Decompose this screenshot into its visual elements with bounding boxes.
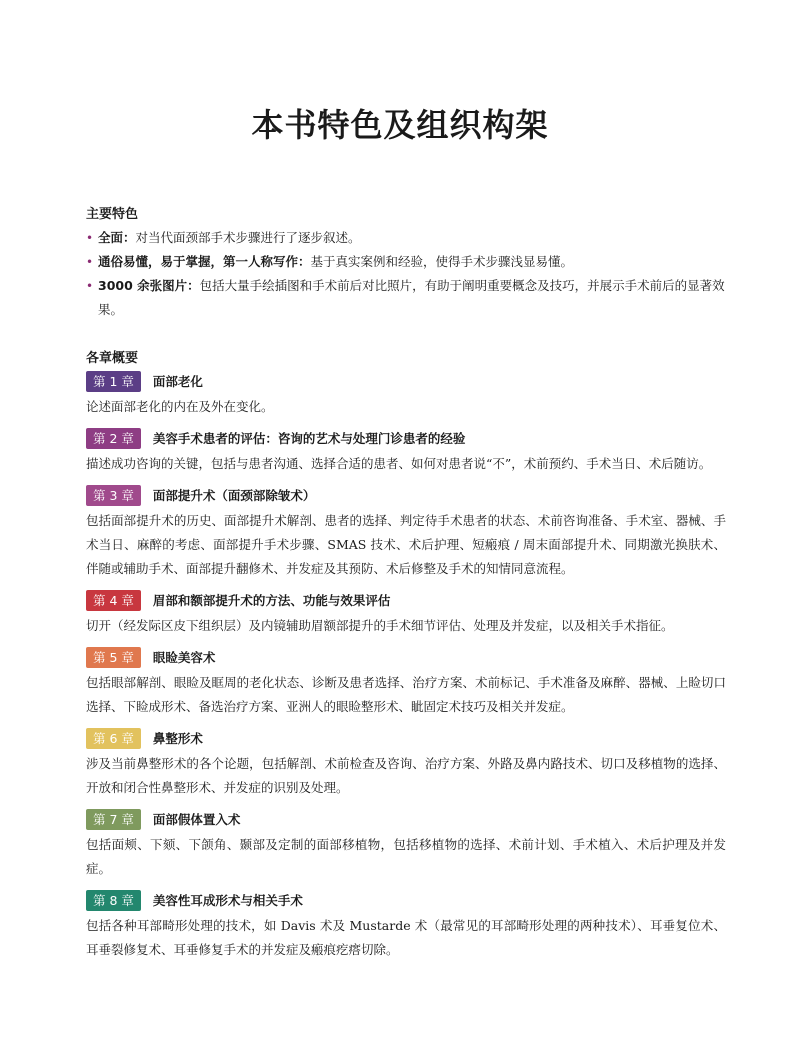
chapter-summary bbox=[86, 646, 726, 719]
chapter-summary bbox=[86, 889, 726, 962]
chapter-summary bbox=[86, 427, 726, 476]
chapter-title: 眼睑美容术 bbox=[152, 650, 216, 665]
chapter-description: 切开（经发际区皮下组织层）及内镜辅助眉额部提升的手术细节评估、处理及并发症，以及相关手术指征。 bbox=[86, 618, 674, 633]
chapter-badge: 第 6 章 bbox=[86, 728, 141, 749]
chapter-title: 美容手术患者的评估：咨询的艺术与处理门诊患者的经验 bbox=[152, 431, 466, 446]
chapter-description: 包括面颊、下颏、下颌角、颞部及定制的面部移植物，包括移植物的选择、术前计划、手术植入、术后护理及并发症。 bbox=[86, 837, 726, 876]
chapters-list bbox=[86, 370, 726, 962]
chapter-description: 包括眼部解剖、眼睑及眶周的老化状态、诊断及患者选择、治疗方案、术前标记、手术准备及麻醉、器械、上睑切口选择、下睑成形术、备选治疗方案、亚洲人的眼睑整形术、眦固定术技巧及相关并发症。 bbox=[86, 675, 726, 714]
chapter-badge: 第 8 章 bbox=[86, 890, 141, 911]
chapter-summary bbox=[86, 370, 726, 419]
features-heading: 主要特色 bbox=[86, 207, 139, 222]
chapter-header bbox=[86, 589, 726, 611]
chapter-badge: 第 5 章 bbox=[86, 647, 141, 668]
chapter-title: 美容性耳成形术与相关手术 bbox=[152, 893, 303, 908]
chapters-heading: 各章概要 bbox=[86, 351, 139, 366]
chapter-description: 包括各种耳部畸形处理的技术，如 Davis 术及 Mustarde 术（最常见的耳部畸形处理的两种技术）、耳垂复位术、耳垂裂修复术、耳垂修复手术的并发症及瘢痕疙瘩切除。 bbox=[86, 918, 726, 957]
chapter-badge: 第 7 章 bbox=[86, 809, 141, 830]
chapter-header bbox=[86, 889, 726, 911]
page-title: 本书特色及组织构架 bbox=[251, 106, 549, 144]
chapter-badge: 第 2 章 bbox=[86, 428, 141, 449]
chapter-title: 面部提升术（面颈部除皱术） bbox=[152, 488, 316, 503]
feature-item bbox=[86, 274, 726, 322]
chapter-badge: 第 3 章 bbox=[86, 485, 141, 506]
chapter-description: 描述成功咨询的关键，包括与患者沟通、选择合适的患者、如何对患者说“不”，术前预约、手术当日、术后随访。 bbox=[86, 456, 712, 471]
bullet-icon: • bbox=[86, 279, 94, 293]
chapter-summary bbox=[86, 727, 726, 800]
chapter-header bbox=[86, 427, 726, 449]
feature-text: 包括大量手绘插图和手术前后对比照片，有助于阐明重要概念及技巧，并展示手术前后的显著效果。 bbox=[98, 278, 725, 317]
chapter-header bbox=[86, 370, 726, 392]
chapter-description: 论述面部老化的内在及外在变化。 bbox=[86, 399, 274, 414]
chapter-badge: 第 4 章 bbox=[86, 590, 141, 611]
chapter-description: 包括面部提升术的历史、面部提升术解剖、患者的选择、判定待手术患者的状态、术前咨询准备、手术室、器械、手术当日、麻醉的考虑、面部提升手术步骤、SMAS 技术、术后护理、短瘢痕 / 周末面部提升术、同期激光换肤术、伴随或辅助手术、面部提升翻修术、并发症及其预防、术后修整及手术的知情同意流程。 bbox=[86, 513, 726, 576]
feature-term: 3000 余张图片： bbox=[98, 278, 200, 293]
content bbox=[86, 204, 726, 970]
feature-item bbox=[86, 250, 726, 274]
chapter-title: 面部老化 bbox=[152, 374, 203, 389]
chapter-title: 鼻整形术 bbox=[152, 731, 203, 746]
feature-term: 通俗易懂，易于掌握，第一人称写作： bbox=[98, 254, 311, 269]
features-list bbox=[86, 226, 726, 322]
chapter-badge: 第 1 章 bbox=[86, 371, 141, 392]
chapter-title: 眉部和额部提升术的方法、功能与效果评估 bbox=[152, 593, 391, 608]
feature-text: 对当代面颈部手术步骤进行了逐步叙述。 bbox=[135, 230, 361, 245]
chapter-header bbox=[86, 646, 726, 668]
bullet-icon: • bbox=[86, 231, 94, 245]
chapter-header bbox=[86, 484, 726, 506]
chapter-summary bbox=[86, 484, 726, 581]
feature-text: 基于真实案例和经验，使得手术步骤浅显易懂。 bbox=[310, 254, 574, 269]
feature-term: 全面： bbox=[98, 230, 136, 245]
chapter-header bbox=[86, 808, 726, 830]
chapter-summary bbox=[86, 589, 726, 638]
chapter-title: 面部假体置入术 bbox=[152, 812, 241, 827]
bullet-icon: • bbox=[86, 255, 94, 269]
chapter-description: 涉及当前鼻整形术的各个论题，包括解剖、术前检查及咨询、治疗方案、外路及鼻内路技术、切口及移植物的选择、开放和闭合性鼻整形术、并发症的识别及处理。 bbox=[86, 756, 726, 795]
chapter-header bbox=[86, 727, 726, 749]
chapter-summary bbox=[86, 808, 726, 881]
feature-item bbox=[86, 226, 726, 250]
